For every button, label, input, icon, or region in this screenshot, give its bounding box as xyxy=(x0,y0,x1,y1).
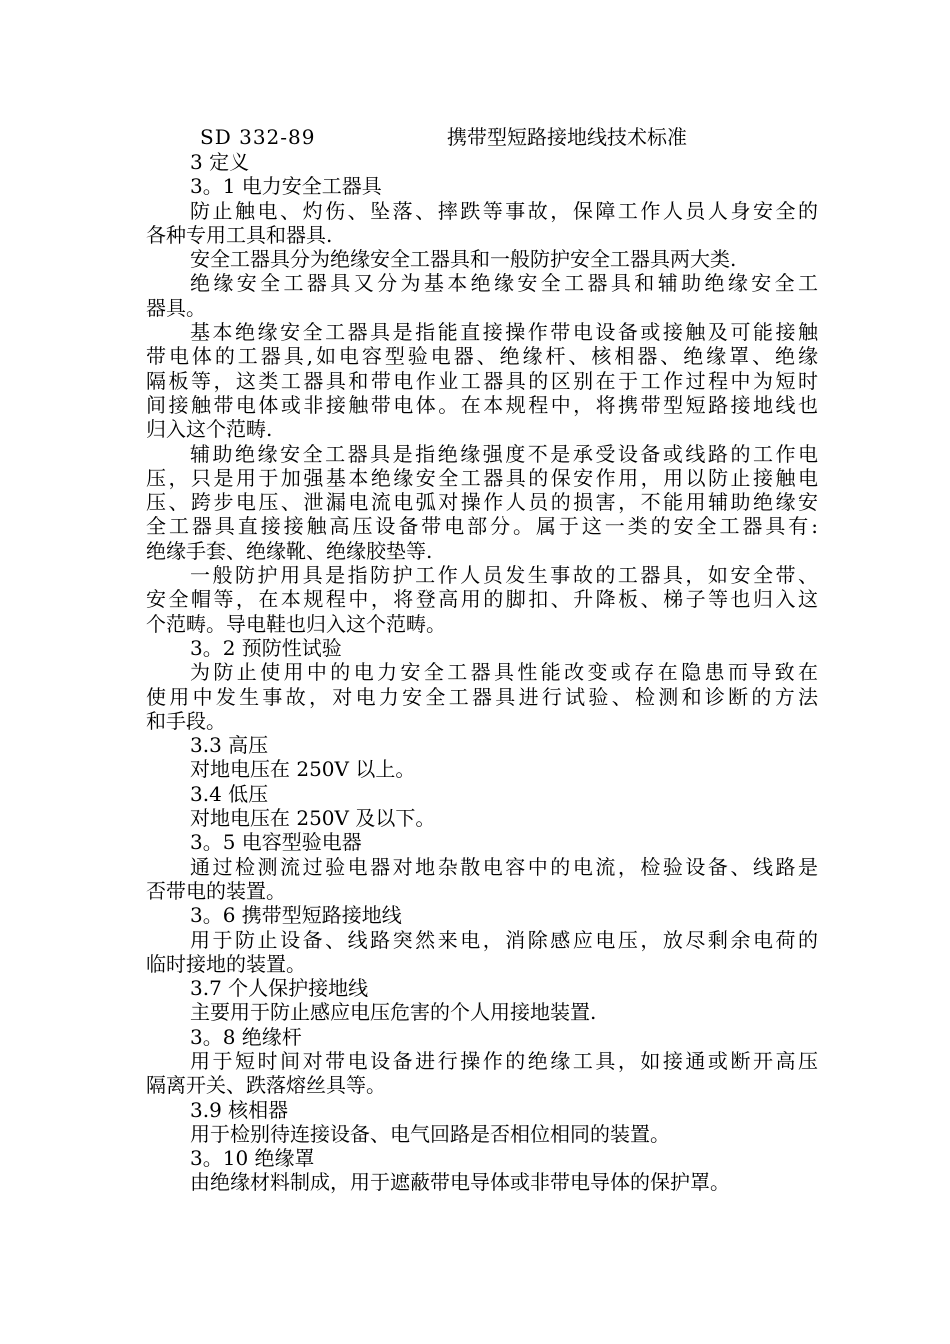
text-line: 压、跨步电压、泄漏电流电弧对操作人员的损害，不能用辅助绝缘安 xyxy=(146,490,818,515)
standard-code: SD 332-89 xyxy=(200,125,316,149)
text-line: 主要用于防止感应电压危害的个人用接地装置. xyxy=(190,1000,597,1025)
text-line: 对地电压在 250V 以上。 xyxy=(190,757,416,782)
text-line: 由绝缘材料制成，用于遮蔽带电导体或非带电导体的保护罩。 xyxy=(190,1170,730,1195)
text-line: 防止触电、灼伤、坠落、摔跌等事故，保障工作人员人身安全的 xyxy=(190,198,818,223)
text-line: 3 定义 xyxy=(190,150,250,174)
text-line: 压，只是用于加强基本绝缘安全工器具的保安作用，用以防止接触电 xyxy=(146,465,818,490)
text-line: 临时接地的装置。 xyxy=(146,951,306,976)
text-line: 绝缘手套、绝缘靴、绝缘胶垫等. xyxy=(146,538,433,563)
text-line: 用于防止设备、线路突然来电，消除感应电压，放尽剩余电荷的 xyxy=(190,927,818,952)
text-line: 3。8 绝缘杆 xyxy=(190,1024,302,1049)
text-line: 隔板等，这类工器具和带电作业工器具的区别在于工作过程中为短时 xyxy=(146,368,818,393)
text-line: 器具。 xyxy=(146,295,206,320)
text-line: 3。1 电力安全工器具 xyxy=(190,174,382,199)
text-line: 一般防护用具是指防护工作人员发生事故的工器具，如安全带、 xyxy=(190,563,818,588)
text-line: 通过检测流过验电器对地杂散电容中的电流，检验设备、线路是 xyxy=(190,854,818,879)
text-line: 隔离开关、跌落熔丝具等。 xyxy=(146,1073,386,1098)
text-line: 3.9 核相器 xyxy=(190,1097,289,1122)
text-line: 全工器具直接接触高压设备带电部分。属于这一类的安全工器具有: xyxy=(146,514,818,539)
text-line: 带电体的工器具,如电容型验电器、绝缘杆、核相器、绝缘罩、绝缘 xyxy=(146,344,818,369)
text-line: 安全帽等，在本规程中，将登高用的脚扣、升降板、梯子等也归入这 xyxy=(146,587,818,612)
text-line: 归入这个范畴. xyxy=(146,417,273,442)
text-line: 用于短时间对带电设备进行操作的绝缘工具，如接通或断开高压 xyxy=(190,1048,818,1073)
text-line: 用于检别待连接设备、电气回路是否相位相同的装置。 xyxy=(190,1121,670,1146)
text-line: 否带电的装置。 xyxy=(146,878,286,903)
document-title: 携带型短路接地线技术标准 xyxy=(447,125,687,149)
text-line: 3。2 预防性试验 xyxy=(190,635,342,660)
text-line: 3。5 电容型验电器 xyxy=(190,830,362,855)
text-line: 辅助绝缘安全工器具是指绝缘强度不是承受设备或线路的工作电 xyxy=(190,441,818,466)
text-line: 间接触带电体或非接触带电体。在本规程中，将携带型短路接地线也 xyxy=(146,392,818,417)
text-line: 3。6 携带型短路接地线 xyxy=(190,903,402,928)
text-line: 和手段。 xyxy=(146,708,226,733)
text-line: 3.4 低压 xyxy=(190,781,269,806)
text-line: 使用中发生事故，对电力安全工器具进行试验、检测和诊断的方法 xyxy=(146,684,818,709)
document-body xyxy=(146,150,818,1195)
text-line: 3.7 个人保护接地线 xyxy=(190,976,369,1001)
text-line: 为防止使用中的电力安全工器具性能改变或存在隐患而导致在 xyxy=(190,660,818,685)
text-line: 对地电压在 250V 及以下。 xyxy=(190,806,436,831)
text-line: 个范畴。导电鞋也归入这个范畴。 xyxy=(146,611,446,636)
text-line: 安全工器具分为绝缘安全工器具和一般防护安全工器具两大类. xyxy=(190,247,737,272)
text-line: 绝缘安全工器具又分为基本绝缘安全工器具和辅助绝缘安全工 xyxy=(190,271,818,296)
text-line: 3.3 高压 xyxy=(190,733,269,758)
text-line: 基本绝缘安全工器具是指能直接操作带电设备或接触及可能接触 xyxy=(190,320,818,345)
text-line: 3。10 绝缘罩 xyxy=(190,1146,315,1171)
text-line: 各种专用工具和器具. xyxy=(146,222,333,247)
